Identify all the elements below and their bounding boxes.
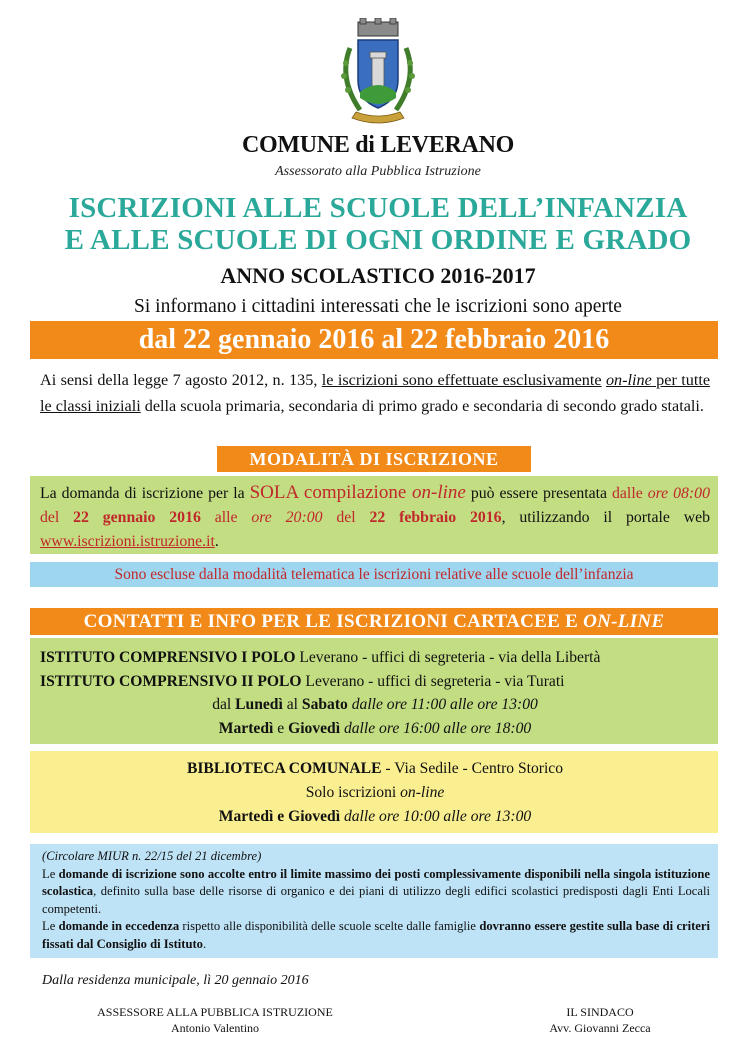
library-days: Martedì e Giovedì (218, 808, 341, 825)
text-span: e (273, 719, 289, 737)
law-classes-text: per tutte le classi iniziali (40, 371, 711, 415)
text-span: , utilizzando il portale web (501, 509, 711, 526)
law-online-text: on-line (605, 371, 652, 389)
school-year: ANNO SCOLASTICO 2016-2017 (220, 263, 536, 288)
bold-text: domande di iscrizione sono accolte entro il limite massimo dei posti complessivamente disponibili nella singola istituzione scolastica (42, 866, 710, 898)
signature-sindaco (470, 1004, 730, 1036)
text-span: al (282, 696, 302, 713)
signature-role: IL SINDACO (566, 1005, 634, 1019)
library-hours-text: dalle ore 10:00 alle ore 13:00 (340, 808, 532, 825)
enrollment-dates-banner: dal 22 gennaio 2016 al 22 febbraio 2016 (30, 321, 718, 359)
signature-role: ASSESSORE ALLA PUBBLICA ISTRUZIONE (97, 1005, 333, 1019)
department-name: Assessorato alla Pubblica Istruzione (275, 164, 481, 179)
library-address (40, 757, 710, 781)
online-text: on-line (412, 482, 466, 503)
hours-weekdays (40, 693, 710, 717)
note-paragraph-1 (42, 866, 710, 919)
schools-info (40, 646, 710, 740)
library-hours (40, 805, 710, 829)
hours-afternoon-text: dalle ore 16:00 alle ore 18:00 (340, 719, 532, 737)
school-1 (40, 646, 710, 670)
text-span: La domanda di iscrizione per la (40, 485, 250, 502)
headline-line-2: E ALLE SCUOLE DI OGNI ORDINE E GRADO (64, 224, 692, 256)
start-time: ore 08:00 (647, 485, 710, 502)
end-time: ore 20:00 (251, 509, 323, 526)
hours-morning: dalle ore 11:00 alle ore 13:00 (347, 696, 538, 713)
day-tuesday: Martedì (218, 719, 274, 737)
school-2-info: Leverano - uffici di segreteria - via Turati (301, 672, 565, 690)
text-span: Le (42, 919, 59, 933)
text-span: alle (200, 509, 252, 526)
text-span: . (202, 936, 207, 951)
school-2 (40, 670, 710, 694)
text-span: Le (42, 866, 59, 881)
contacts-heading-text: CONTATTI E INFO PER LE ISCRIZIONI CARTACEE E (83, 611, 584, 632)
hours-afternoon (40, 717, 710, 741)
municipality-name: COMUNE di LEVERANO (242, 132, 514, 158)
headline-line-1: ISCRIZIONI ALLE SCUOLE DELL’INFANZIA (68, 192, 688, 224)
end-date: 22 febbraio 2016 (369, 509, 502, 526)
note-paragraph-2 (42, 918, 710, 953)
start-date: 22 gennaio 2016 (73, 509, 201, 526)
law-schools-text: della scuola primaria, secondaria di primo grado e secondaria di secondo grado statali. (140, 397, 704, 415)
law-paragraph (40, 367, 710, 419)
text-span: dal (212, 696, 236, 713)
modalita-heading: MODALITÀ DI ISCRIZIONE (217, 446, 531, 472)
text-span: del (322, 509, 370, 526)
signature-assessore (60, 1004, 370, 1036)
day-monday: Lunedì (235, 696, 283, 713)
contacts-heading (30, 608, 718, 635)
modalita-text (40, 481, 710, 554)
law-underlined-text: le iscrizioni sono effettuate esclusivamente (321, 371, 602, 389)
text-span: del (40, 509, 74, 526)
sola-text: SOLA compilazione (249, 482, 413, 503)
text-span: dalle (612, 485, 648, 502)
library-online-only (40, 781, 710, 805)
bold-text: domande in eccedenza (58, 919, 180, 933)
main-headline (0, 192, 756, 256)
portal-link[interactable]: www.iscrizioni.istruzione.it (40, 533, 215, 550)
place-and-date: Dalla residenza municipale, lì 20 gennaio 2016 (42, 973, 309, 988)
online-text: on-line (400, 784, 445, 801)
day-saturday: Sabato (301, 696, 348, 713)
school-1-info: Leverano - uffici di segreteria - via della Libertà (295, 649, 601, 666)
library-name: BIBLIOTECA COMUNALE (186, 760, 382, 777)
law-text: Ai sensi della legge 7 agosto 2012, n. 135, (40, 371, 322, 389)
text-span: Solo iscrizioni (305, 784, 401, 801)
contacts-heading-online: ON-LINE (583, 611, 665, 632)
signature-name: Antonio Valentino (170, 1021, 260, 1035)
text-span: . (214, 533, 219, 550)
text-span: , definito sulla base delle risorse di organico e dei piani di utilizzo degli edifici scolastici predisposti dagli Enti Locali competenti. (42, 884, 710, 916)
day-thursday: Giovedì (288, 719, 341, 737)
text-span: rispetto alle disponibilità delle scuole scelte dalle famiglie (179, 919, 480, 933)
circular-reference: (Circolare MIUR n. 22/15 del 21 dicembre) (42, 849, 262, 863)
school-1-name: ISTITUTO COMPRENSIVO I POLO (40, 649, 296, 666)
note-text (42, 848, 710, 953)
text-span: può essere presentata (465, 485, 613, 502)
exclusion-notice: Sono escluse dalla modalità telematica le iscrizioni relative alle scuole dell’infanzia (30, 562, 718, 587)
enrollment-notice: Si informano i cittadini interessati che le iscrizioni sono aperte (134, 296, 622, 317)
library-location: - Via Sedile - Centro Storico (381, 760, 564, 777)
library-info (40, 757, 710, 829)
school-2-name: ISTITUTO COMPRENSIVO II POLO (40, 672, 302, 690)
municipal-crest (328, 18, 428, 128)
bold-text: dovranno essere gestite sulla base di criteri fissati dal Consiglio di Istituto (42, 919, 710, 951)
signature-name: Avv. Giovanni Zecca (549, 1021, 651, 1035)
